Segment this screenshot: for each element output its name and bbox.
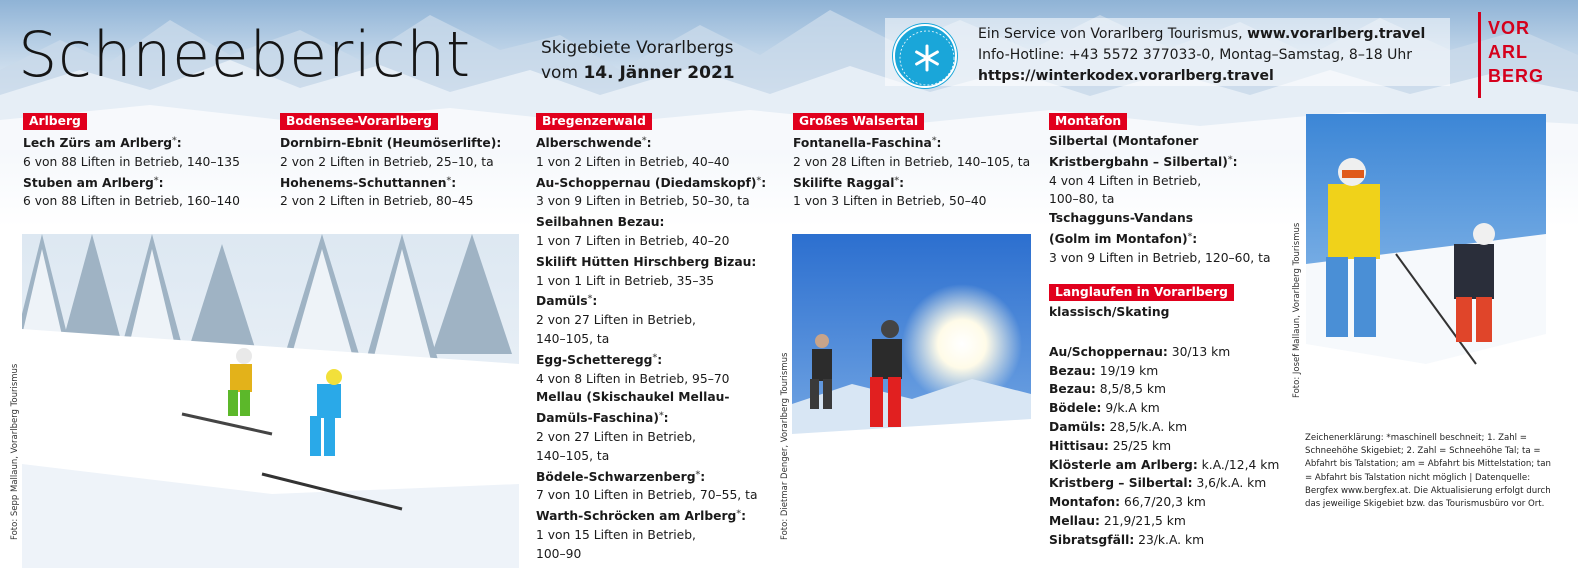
resort-name-text: (Golm im Montafon) xyxy=(1049,231,1188,246)
name-suffix: : xyxy=(1192,231,1198,246)
lift-status: 2 von 2 Liften in Betrieb, 80–45 xyxy=(280,194,474,209)
resort-name-text: Fontanella-Faschina xyxy=(793,136,932,150)
lift-status: 1 von 7 Liften in Betrieb, 40–20 xyxy=(536,233,730,248)
resort-name-text: Skilift Hütten Hirschberg Bizau: xyxy=(536,254,757,269)
subtitle-line2 xyxy=(541,61,735,86)
lift-status: 2 von 2 Liften in Betrieb, 25–10, ta xyxy=(280,154,494,169)
trail-km: 19/19 km xyxy=(1095,363,1159,378)
snow-machine-marker: * xyxy=(652,352,658,363)
lift-status: 100–80, ta xyxy=(1049,192,1115,207)
logo-line-3: BERG xyxy=(1488,66,1545,86)
resort-name-line2 xyxy=(536,407,766,428)
lift-status: 3 von 9 Liften in Betrieb, 120–60, ta xyxy=(1049,250,1271,265)
snow-machine-marker: * xyxy=(446,175,452,186)
photo-skiers-forest xyxy=(22,234,519,568)
trail-km: 3,6/k.A. km xyxy=(1192,476,1267,491)
name-suffix: : xyxy=(176,136,182,150)
resort-name-text: Egg-Schetteregg xyxy=(536,352,653,367)
resort-name-text: Lech Zürs am Arlberg xyxy=(23,136,173,150)
name-suffix: : xyxy=(158,175,164,190)
langlaufen-section xyxy=(1049,283,1279,550)
resort-name-text: Bödele-Schwarzenberg xyxy=(536,469,696,484)
region-bodensee xyxy=(280,112,501,211)
region-tag: Bodensee-Vorarlberg xyxy=(280,113,438,130)
snowflake-icon xyxy=(895,26,959,90)
lift-status: 2 von 27 Liften in Betrieb, xyxy=(536,313,696,328)
resort-name-text: Silbertal (Montafoner xyxy=(1049,134,1199,148)
resort-name xyxy=(23,172,240,193)
trail-row xyxy=(1049,512,1279,531)
region-bregenzerwald xyxy=(536,112,766,564)
resort-name xyxy=(536,132,766,153)
snow-machine-marker: * xyxy=(756,175,762,186)
snow-machine-marker: * xyxy=(1187,231,1193,242)
langlaufen-heading: klassisch/Skating xyxy=(1049,305,1170,319)
service-url-link[interactable]: www.vorarlberg.travel xyxy=(1247,26,1426,42)
trail-km: 21,9/21,5 km xyxy=(1099,513,1186,528)
service-line xyxy=(978,24,1425,45)
resort-name-text: Damüls-Faschina) xyxy=(536,411,659,426)
trail-row xyxy=(1049,380,1279,399)
snow-machine-marker: * xyxy=(641,136,647,146)
trail-name: Montafon: xyxy=(1049,495,1121,510)
photo-credit-2: Foto: Dietmar Denger, Vorarlberg Tourismus xyxy=(780,352,790,540)
region-montafon xyxy=(1049,112,1270,268)
resort-name xyxy=(536,290,766,311)
photo-freeriders xyxy=(1306,114,1546,400)
subtitle-line1: Skigebiete Vorarlbergs xyxy=(541,38,734,58)
resort-name xyxy=(536,251,766,272)
name-suffix: : xyxy=(657,352,663,367)
name-suffix: : xyxy=(646,136,652,150)
snow-machine-marker: * xyxy=(1227,154,1233,165)
region-tag-wrap xyxy=(280,112,501,132)
resort-name-text: Seilbahnen Bezau: xyxy=(536,215,665,230)
subtitle xyxy=(541,36,735,86)
langlaufen-list xyxy=(1049,343,1279,550)
trail-row xyxy=(1049,493,1279,512)
region-tag: Großes Walsertal xyxy=(793,113,924,130)
lift-status: 1 von 2 Liften in Betrieb, 40–40 xyxy=(536,154,730,169)
logo-bar xyxy=(1478,12,1481,98)
trail-row xyxy=(1049,456,1279,475)
lift-status: 7 von 10 Liften in Betrieb, 70–55, ta xyxy=(536,488,758,503)
trail-name: Bezau: xyxy=(1049,363,1096,378)
trail-name: Au/Schoppernau: xyxy=(1049,344,1168,359)
logo-line-1: VOR xyxy=(1488,18,1531,38)
trail-name: Mellau: xyxy=(1049,513,1100,528)
resort-name xyxy=(536,388,766,407)
resort-name-text: Dornbirn-Ebnit (Heumöserlifte): xyxy=(280,136,502,150)
lift-status: 1 von 15 Liften in Betrieb, xyxy=(536,527,696,542)
trail-km: 8,5/8,5 km xyxy=(1095,382,1167,397)
resort-name-text: Damüls xyxy=(536,294,588,309)
trail-km: k.A./12,4 km xyxy=(1197,457,1280,472)
resort-name-text: Warth-Schröcken am Arlberg xyxy=(536,509,737,524)
winterkodex-url[interactable]: https://winterkodex.vorarlberg.travel xyxy=(978,68,1274,84)
resort-name-text: Kristbergbahn – Silbertal) xyxy=(1049,154,1228,169)
trail-name: Klösterle am Arlberg: xyxy=(1049,457,1198,472)
snow-machine-marker: * xyxy=(736,509,742,520)
snow-machine-marker: * xyxy=(658,411,664,422)
trail-name: Damüls: xyxy=(1049,419,1106,434)
vorarlberg-logo xyxy=(1478,12,1558,98)
subtitle-prefix: vom xyxy=(541,63,584,83)
trail-km: 30/13 km xyxy=(1167,344,1231,359)
trail-km: 66,7/20,3 km xyxy=(1120,495,1206,510)
region-tag-wrap xyxy=(793,112,1030,132)
name-suffix: : xyxy=(592,294,598,309)
snow-machine-marker: * xyxy=(153,175,159,186)
name-suffix: : xyxy=(1232,154,1238,169)
resort-name-text: Stuben am Arlberg xyxy=(23,175,154,190)
region-tag: Montafon xyxy=(1049,113,1127,130)
trail-row xyxy=(1049,362,1279,381)
name-suffix: : xyxy=(741,509,746,524)
trail-name: Bödele: xyxy=(1049,401,1102,416)
photo-credit-1: Foto: Sepp Mallaun, Vorarlberg Tourismus xyxy=(10,363,20,540)
resort-name-text: Alberschwende xyxy=(536,136,642,150)
lift-status: 6 von 88 Liften in Betrieb, 160–140 xyxy=(23,194,240,209)
trail-row xyxy=(1049,343,1279,362)
langlaufen-tag: Langlaufen in Vorarlberg xyxy=(1049,284,1234,301)
lift-status: 4 von 4 Liften in Betrieb, xyxy=(1049,173,1202,188)
trail-row xyxy=(1049,474,1279,493)
snow-machine-marker: * xyxy=(931,136,937,146)
lift-status: 1 von 1 Lift in Betrieb, 35–35 xyxy=(536,273,715,288)
resort-name-text: Skilifte Raggal xyxy=(793,175,895,190)
trail-km: 25/25 km xyxy=(1108,438,1172,453)
trail-name: Hittisau: xyxy=(1049,438,1109,453)
resort-name xyxy=(280,132,501,153)
resort-name xyxy=(23,132,240,153)
resort-name xyxy=(1049,132,1270,151)
lift-status: 2 von 28 Liften in Betrieb, 140–105, ta xyxy=(793,154,1031,169)
service-info xyxy=(978,24,1425,87)
snow-machine-marker: * xyxy=(172,136,177,146)
resort-name xyxy=(536,211,766,232)
snow-machine-marker: * xyxy=(587,294,593,305)
resort-name xyxy=(536,172,766,193)
photo-snowshoe xyxy=(792,234,1031,554)
hotline: Info-Hotline: +43 5572 377033-0, Montag–Samstag, 8–18 Uhr xyxy=(978,47,1412,63)
resort-name-text: Hohenems-Schuttannen xyxy=(280,175,447,190)
resort-name xyxy=(536,349,766,370)
lift-status: 100–90 xyxy=(536,546,582,561)
trail-name: Bezau: xyxy=(1049,382,1096,397)
trail-row xyxy=(1049,399,1279,418)
snow-machine-marker: * xyxy=(894,175,900,186)
photo-credit-3: Foto: Josef Mallaun, Vorarlberg Tourismus xyxy=(1292,222,1302,398)
resort-name xyxy=(793,132,1030,153)
resort-name-line2 xyxy=(1049,151,1270,172)
resort-name xyxy=(793,172,1030,193)
winterkodex-link[interactable] xyxy=(978,66,1425,87)
winterkodex-badge xyxy=(893,24,957,88)
region-walsertal xyxy=(793,112,1030,211)
logo-line-2: ARL xyxy=(1488,42,1528,62)
report-date: 14. Jänner 2021 xyxy=(583,63,735,83)
lift-status: 140–105, ta xyxy=(536,331,610,346)
region-arlberg xyxy=(23,112,240,211)
name-suffix: : xyxy=(899,175,905,190)
trail-row xyxy=(1049,418,1279,437)
legend-text: Zeichenerklärung: *maschinell beschneit; 1. Zahl = Schneehöhe Skigebiet; 2. Zahl = Schneehöhe Tal; ta = Abfahrt bis Talstation; am = Abfahrt bis Mittelstation; tan = Abfahrt bis Talstation nicht möglich | Datenquelle: Bergfex www.bergfex.at. Die Aktualisierung erfolgt durch das jeweilige Skigebiet bzw. das Tourismusbüro vor Ort. xyxy=(1305,433,1551,510)
region-tag: Bregenzerwald xyxy=(536,113,652,130)
lift-status: 1 von 3 Liften in Betrieb, 50–40 xyxy=(793,194,987,209)
region-tag-wrap xyxy=(23,112,240,132)
name-suffix: : xyxy=(936,136,942,150)
name-suffix: : xyxy=(451,175,457,190)
trail-name: Sibratsgfäll: xyxy=(1049,532,1135,547)
resort-name xyxy=(536,505,766,526)
lift-status: 140–105, ta xyxy=(536,448,610,463)
name-suffix: : xyxy=(700,469,706,484)
resort-name-text: Mellau (Skischaukel Mellau- xyxy=(536,390,730,405)
name-suffix: : xyxy=(761,175,767,190)
trail-km: 23/k.A. km xyxy=(1134,532,1205,547)
lift-status: 2 von 27 Liften in Betrieb, xyxy=(536,429,696,444)
resort-name-line2 xyxy=(1049,228,1270,249)
name-suffix: : xyxy=(663,411,669,426)
resort-name-text: Tschagguns-Vandans xyxy=(1049,211,1194,226)
trail-row xyxy=(1049,531,1279,550)
region-tag: Arlberg xyxy=(23,113,87,130)
lift-status: 4 von 8 Liften in Betrieb, 95–70 xyxy=(536,371,730,386)
trail-row xyxy=(1049,437,1279,456)
resort-name-text: Au-Schoppernau (Diedamskopf) xyxy=(536,175,757,190)
trail-km: 28,5/k.A. km xyxy=(1105,419,1188,434)
region-tag-wrap xyxy=(1049,112,1270,132)
page-title: Schneebericht xyxy=(18,18,471,91)
resort-name xyxy=(1049,209,1270,228)
lift-status: 6 von 88 Liften in Betrieb, 140–135 xyxy=(23,154,240,169)
trail-km: 9/k.A km xyxy=(1101,401,1160,416)
region-tag-wrap xyxy=(536,112,766,132)
resort-name xyxy=(280,172,501,193)
trail-name: Kristberg – Silbertal: xyxy=(1049,476,1193,491)
lift-status: 3 von 9 Liften in Betrieb, 50–30, ta xyxy=(536,194,750,209)
service-prefix: Ein Service von Vorarlberg Tourismus, xyxy=(978,26,1248,42)
resort-name xyxy=(536,466,766,487)
snow-machine-marker: * xyxy=(695,469,701,480)
